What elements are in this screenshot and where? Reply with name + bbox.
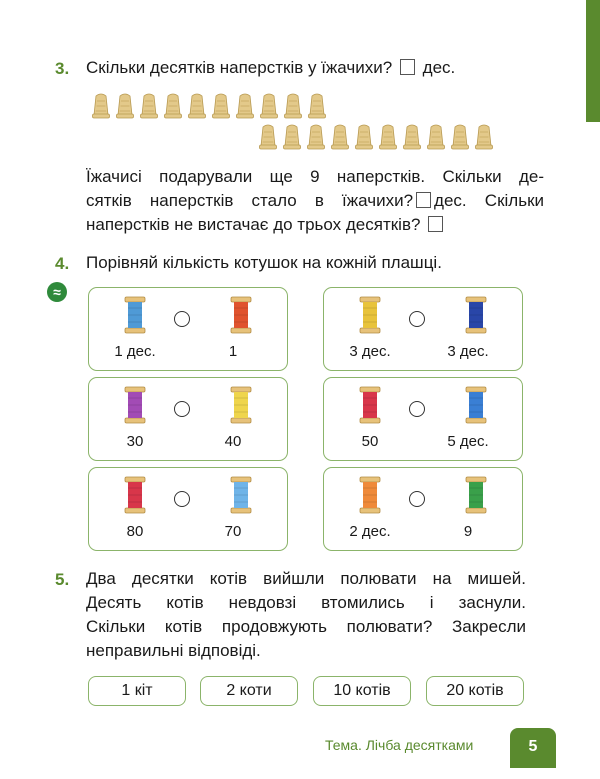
spool-left-icon [124, 476, 146, 514]
spool-card [88, 467, 288, 551]
thimble-icon [402, 123, 422, 150]
spool-left-label: 2 дес. [349, 523, 391, 540]
task-4-question: Порівняй кількість котушок на кожній плашці. [86, 253, 442, 272]
thimble-icon [163, 92, 183, 119]
thimbles-row-2 [258, 123, 494, 150]
task-3-line-2 [86, 189, 544, 213]
thimble-icon [283, 92, 303, 119]
spool-right-label: 1 [228, 343, 238, 360]
task-5-line-2: Десять котів невдовзі втомились і заснули. [86, 593, 526, 612]
task-3-line-1: Їжачисі подарували ще 9 наперстків. Скільки де- [86, 167, 544, 186]
task-3-line-3-text: наперстків не вистачає до трьох десятків? [86, 215, 421, 234]
thimble-icon [474, 123, 494, 150]
spool-left-icon [359, 296, 381, 334]
spool-right-label: 5 дес. [447, 433, 489, 450]
spool-left-label: 80 [126, 523, 144, 540]
compare-circle[interactable] [409, 401, 425, 417]
compare-circle[interactable] [174, 401, 190, 417]
spool-card [323, 377, 523, 461]
thimble-icon [211, 92, 231, 119]
answer-box[interactable] [416, 192, 431, 208]
thimble-icon [282, 123, 302, 150]
spool-right-icon [465, 386, 487, 424]
spool-left-label: 30 [126, 433, 144, 450]
thimble-icon [354, 123, 374, 150]
thimble-icon [115, 92, 135, 119]
spool-right-icon [230, 476, 252, 514]
task-3-line-2a: сятків наперстків стало в їжачихи? [86, 191, 414, 210]
answer-box[interactable] [400, 59, 415, 75]
task-3-question-text: Скільки десятків наперстків у їжачихи? [86, 58, 393, 77]
answer-option-2[interactable]: 2 коти [200, 676, 298, 706]
answer-option-3[interactable]: 10 котів [313, 676, 411, 706]
thimble-icon [258, 123, 278, 150]
spool-right-label: 9 [463, 523, 473, 540]
spool-right-icon [230, 386, 252, 424]
spool-right-icon [465, 296, 487, 334]
thimble-icon [307, 92, 327, 119]
task-4-number: 4. [55, 254, 70, 273]
compare-circle[interactable] [409, 311, 425, 327]
spool-left-label: 50 [361, 433, 379, 450]
task-3-number: 3. [55, 59, 70, 78]
spool-left-icon [124, 386, 146, 424]
task-3-line-3 [86, 213, 446, 237]
spool-right-icon [230, 296, 252, 334]
thimble-icon [187, 92, 207, 119]
task-5-line-1: Два десятки котів вийшли полювати на мишей. [86, 569, 526, 588]
spool-right-label: 40 [224, 433, 242, 450]
task-5-line-3: Скільки котів продовжують полювати? Закресли [86, 617, 526, 636]
thimble-icon [450, 123, 470, 150]
spool-left-icon [124, 296, 146, 334]
task-5-line-4: неправильні відповіді. [86, 641, 261, 660]
task-3-unit: дес. [422, 58, 456, 77]
compare-circle[interactable] [409, 491, 425, 507]
thimble-icon [330, 123, 350, 150]
compare-circle[interactable] [174, 311, 190, 327]
thimble-icon [259, 92, 279, 119]
answer-option-4[interactable]: 20 котів [426, 676, 524, 706]
spool-card [323, 467, 523, 551]
footer-topic: Тема. Лічба десятками [325, 737, 474, 753]
task-3-question [86, 56, 455, 80]
spool-left-label: 3 дес. [349, 343, 391, 360]
spool-card [323, 287, 523, 371]
thimble-icon [426, 123, 446, 150]
spool-left-icon [359, 476, 381, 514]
task-3-line-2b: дес. Скільки [434, 191, 544, 210]
thimble-icon [378, 123, 398, 150]
spool-right-icon [465, 476, 487, 514]
answer-box[interactable] [428, 216, 443, 232]
thimble-icon [91, 92, 111, 119]
spool-right-label: 3 дес. [447, 343, 489, 360]
pair-work-icon: ≈ [47, 282, 67, 302]
task-5-number: 5. [55, 570, 70, 589]
thimble-icon [139, 92, 159, 119]
compare-circle[interactable] [174, 491, 190, 507]
chapter-tab [586, 0, 600, 122]
page-number: 5 [510, 728, 556, 768]
answer-option-1[interactable]: 1 кіт [88, 676, 186, 706]
spool-card [88, 377, 288, 461]
spool-card [88, 287, 288, 371]
thimble-icon [306, 123, 326, 150]
spool-left-icon [359, 386, 381, 424]
thimble-icon [235, 92, 255, 119]
thimbles-row-1 [91, 92, 327, 119]
spool-right-label: 70 [224, 523, 242, 540]
spool-left-label: 1 дес. [114, 343, 156, 360]
